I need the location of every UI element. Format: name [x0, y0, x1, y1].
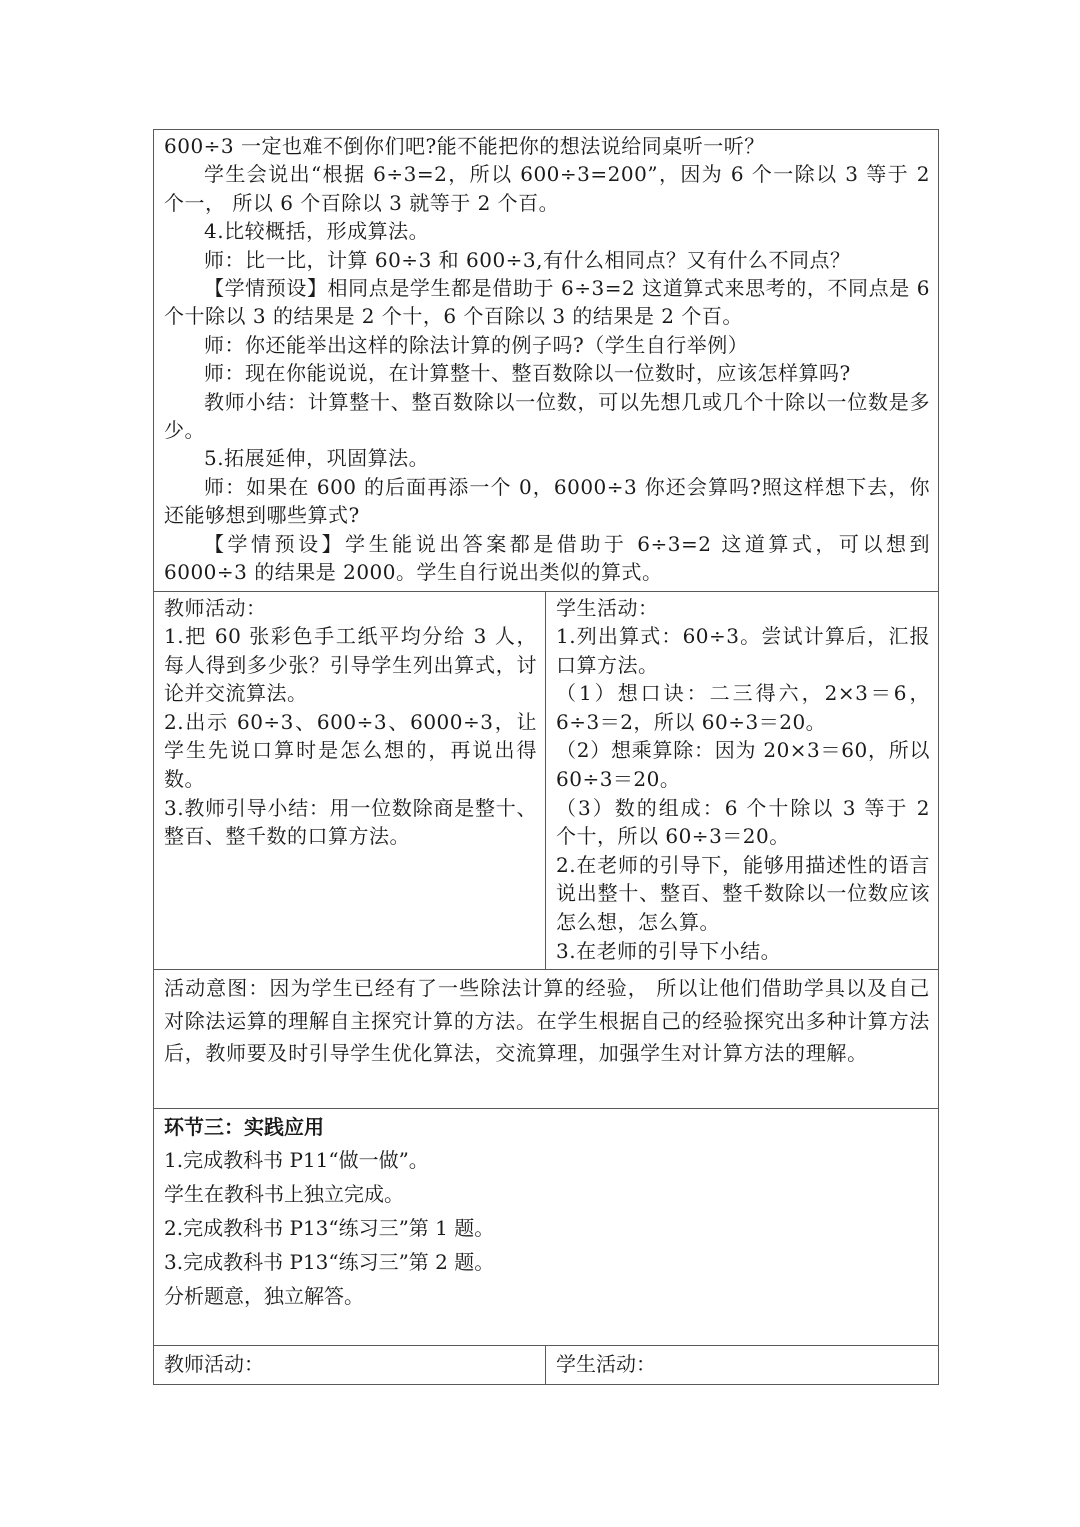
section3-lines [164, 1143, 930, 1313]
lesson-paragraph: 5.拓展延伸，巩固算法。 [204, 446, 430, 471]
teacher-activity-item: 3.教师引导小结：用一位数除商是整十、整百、整千数的口算方法。 [164, 795, 537, 849]
footer-teacher-header: 教师活动： [164, 1352, 264, 1377]
student-activity-item: （2）想乘算除：因为 20×3＝60，所以 60÷3＝20。 [556, 738, 930, 792]
section3-row [154, 1109, 939, 1346]
student-activity-item: 2.在老师的引导下，能够用描述性的语言说出整十、整百、整千数除以一位数应该怎么想，怎么算。 [556, 852, 930, 935]
student-activity-item: 1.列出算式：60÷3。尝试计算后，汇报口算方法。 [556, 624, 930, 677]
section3-line: 2.完成教科书 P13“练习三”第 1 题。 [164, 1216, 495, 1241]
activities-row [154, 591, 939, 970]
section3-title: 环节三：实践应用 [164, 1115, 324, 1140]
lesson-paragraph: 600÷3 一定也难不倒你们吧?能不能把你的想法说给同桌听一听？ [164, 134, 765, 158]
lesson-paragraph: 师：现在你能说说，在计算整十、整百数除以一位数时，应该怎样算吗? [204, 361, 851, 386]
lesson-paragraphs [164, 132, 930, 587]
student-activity-list [556, 622, 930, 965]
student-activity-item: （3）数的组成：6 个十除以 3 等于 2 个十，所以 60÷3＝20。 [556, 795, 930, 849]
lesson-paragraph: 【学情预设】相同点是学生都是借助于 6÷3=2 这道算式来思考的，不同点是 6 个十除以 3 的结果是 2 个十，6 个百除以 3 的结果是 2 个百。 [164, 276, 930, 329]
lesson-paragraph: 学生会说出“根据 6÷3=2，所以 600÷3=200”，因为 6 个一除以 3 等于 2 个一， 所以 6 个百除以 3 就等于 2 个百。 [164, 162, 930, 215]
student-activity-header: 学生活动： [556, 595, 659, 620]
activity-intent-cell [154, 970, 939, 1109]
student-activity-cell [546, 591, 939, 970]
lesson-paragraph: 【学情预设】学生能说出答案都是借助于 6÷3=2 这道算式，可以想到 6000÷3 的结果是 2000。学生自行说出类似的算式。 [164, 531, 930, 585]
section3-line: 学生在教科书上独立完成。 [164, 1182, 404, 1207]
lesson-plan-table [153, 129, 939, 1385]
footer-student-header: 学生活动： [556, 1352, 656, 1377]
lesson-paragraph: 师：如果在 600 的后面再添一个 0，6000÷3 你还会算吗?照这样想下去，你还能够想到哪些算式? [164, 474, 930, 528]
footer-activities-row [154, 1346, 939, 1385]
teacher-activity-cell [154, 591, 546, 970]
lesson-paragraph: 师：比一比，计算 60÷3 和 600÷3,有什么相同点？又有什么不同点？ [204, 247, 851, 272]
footer-student-cell [546, 1346, 939, 1385]
activity-intent-text: 活动意图：因为学生已经有了一些除法计算的经验， 所以让他们借助学具以及自己对除法运算的理解自主探究计算的方法。在学生根据自己的经验探究出多种计算方法后，教师要及时引导学生优化算法，交流算理，加强学生对计算方法的理解。 [164, 976, 930, 1066]
lesson-process-row [154, 130, 939, 592]
teacher-activity-list [164, 622, 537, 851]
section3-line: 分析题意，独立解答。 [164, 1284, 364, 1309]
activity-intent-row [154, 970, 939, 1109]
section3-line: 1.完成教科书 P11“做一做”。 [164, 1148, 429, 1173]
lesson-paragraph: 4.比较概括，形成算法。 [204, 219, 430, 244]
student-activity-item: （1）想口诀：二三得六，2×3＝6，6÷3＝2，所以 60÷3＝20。 [556, 681, 930, 734]
lesson-paragraph: 教师小结：计算整十、整百数除以一位数，可以先想几或几个十除以一位数是多少。 [164, 389, 930, 443]
teacher-activity-header: 教师活动： [164, 595, 267, 620]
teacher-activity-item: 1.把 60 张彩色手工纸平均分给 3 人，每人得到多少张？引导学生列出算式，讨论并交流算法。 [164, 624, 537, 706]
section3-line: 3.完成教科书 P13“练习三”第 2 题。 [164, 1250, 495, 1275]
footer-teacher-cell [154, 1346, 546, 1385]
section3-cell [154, 1109, 939, 1346]
student-activity-item: 3.在老师的引导下小结。 [556, 938, 782, 963]
teacher-activity-item: 2.出示 60÷3、600÷3、6000÷3，让学生先说口算时是怎么想的，再说出得数。 [164, 709, 537, 792]
lesson-paragraph: 师：你还能举出这样的除法计算的例子吗?（学生自行举例） [204, 332, 749, 357]
lesson-process-cell [154, 130, 939, 592]
